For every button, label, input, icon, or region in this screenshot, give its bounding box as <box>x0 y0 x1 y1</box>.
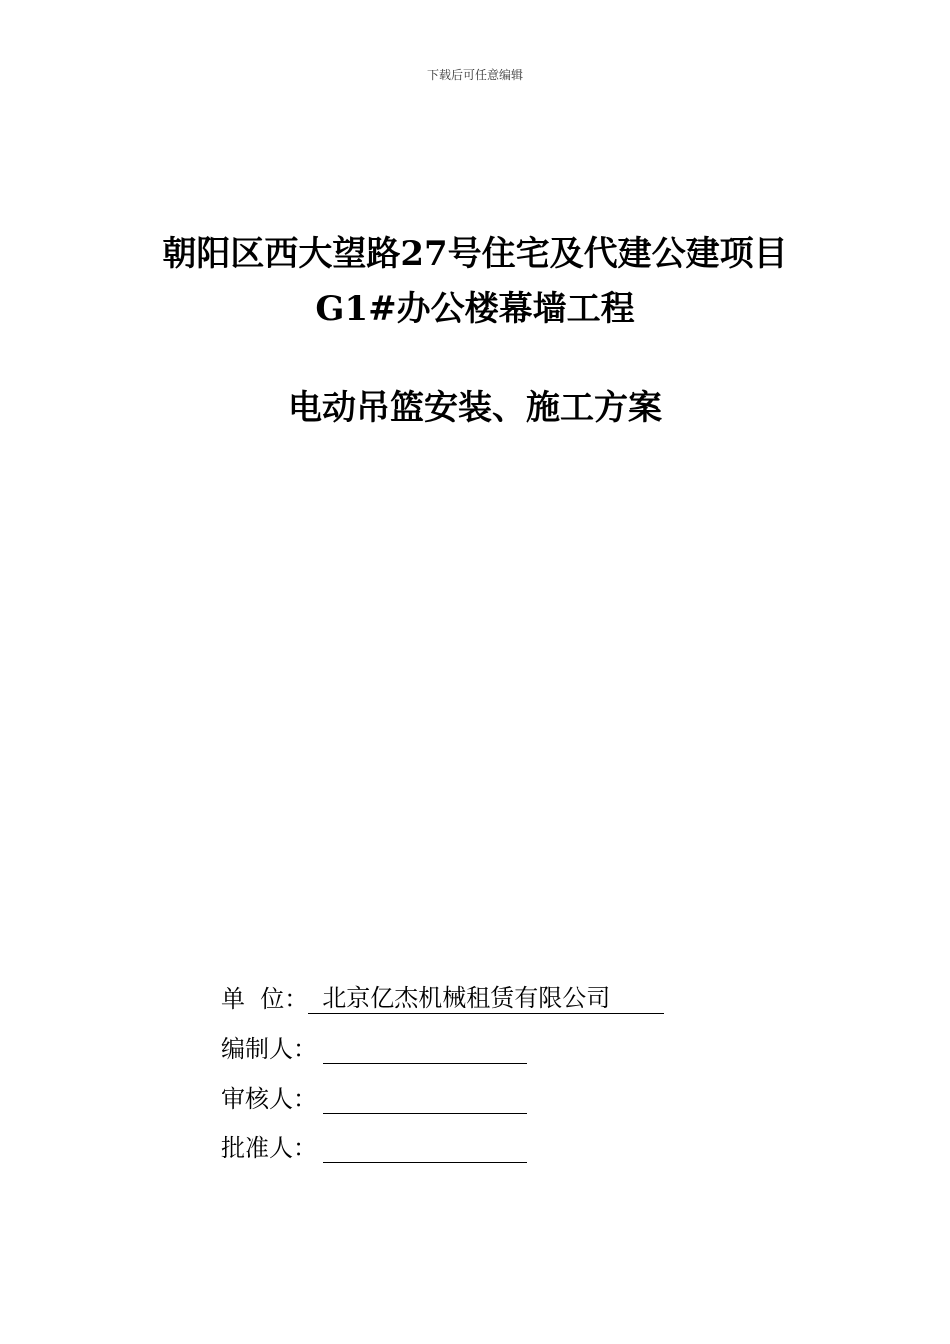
unit-label: 单 位： <box>221 985 309 1013</box>
project-title: 朝阳区西大望路27号住宅及代建公建项目 <box>162 234 788 274</box>
reviewer-label: 审核人： <box>221 1085 317 1113</box>
unit-value: 北京亿杰机械租赁有限公司 <box>308 983 664 1014</box>
reviewer-blank-line <box>323 1083 527 1114</box>
unit-row <box>221 980 664 1014</box>
reviewer-row <box>221 1080 527 1114</box>
approver-blank-line <box>323 1132 527 1163</box>
editor-row <box>221 1030 527 1064</box>
editor-label: 编制人： <box>221 1035 317 1063</box>
editor-blank-line <box>323 1033 527 1064</box>
approver-row <box>221 1129 527 1163</box>
approver-label: 批准人： <box>221 1134 317 1162</box>
document-title: 电动吊篮安装、施工方案 <box>288 388 662 428</box>
project-subtitle: G1#办公楼幕墙工程 <box>315 289 635 329</box>
header-note: 下载后可任意编辑 <box>426 68 523 82</box>
